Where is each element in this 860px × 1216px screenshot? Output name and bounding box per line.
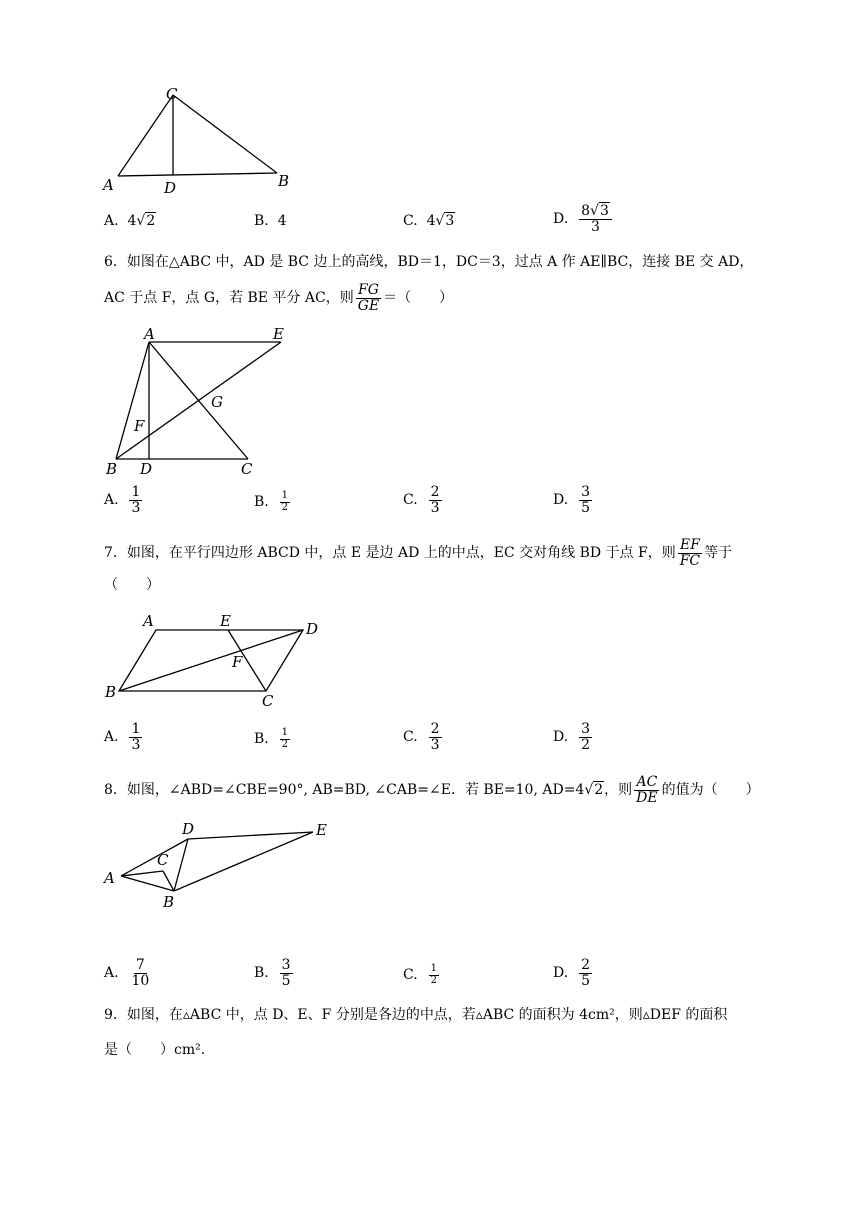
q7-option-c[interactable]: C. $\frac{2}{3}$ (403, 721, 440, 753)
q7-figure (100, 608, 330, 713)
q6-label-a: A (144, 325, 155, 343)
q6-label-f: F (134, 417, 145, 435)
q6-text-line1: 6．如图在△ABC 中，AD 是 BC 边上的高线，BD＝1，DC＝3，过点 A 作 AE∥BC，连接 BE 交 AD， (104, 254, 754, 270)
q7-label-a: A (143, 612, 154, 630)
q8-option-b[interactable]: B. $\frac{3}{5}$ (254, 957, 291, 989)
q6-option-d[interactable]: D. $\frac{3}{5}$ (553, 484, 591, 516)
q6-label-e: E (273, 325, 284, 343)
q8-label-e: E (316, 821, 327, 839)
q6-ratio-fraction: $\frac{FG}{GE}$ (357, 282, 380, 314)
q7-option-b[interactable]: B. $\frac{1}{2}$ (254, 727, 289, 750)
q9-text-line2: 是（ ）cm². (104, 1042, 206, 1058)
q8-label-d: D (182, 820, 195, 838)
q6-label-b: B (106, 460, 118, 478)
q8-label-a: A (104, 869, 115, 887)
q9-text-line1: 9．如图，在▵ABC 中，点 D、E、F 分别是各边的中点，若▵ABC 的面积为 4cm²，则▵DEF 的面积 (104, 1007, 728, 1023)
q6-figure (100, 322, 300, 482)
q8-text-line: 8．如图，∠ABD=∠CBE=90°, AB=BD, ∠CAB=∠E．若 BE=10, AD=4√2，则 $\frac{AC}{DE}$ 的值为（ ） (104, 774, 760, 806)
q6-label-g: G (211, 393, 223, 411)
q6-label-d: D (140, 460, 153, 478)
q7-option-d[interactable]: D. $\frac{3}{2}$ (553, 721, 591, 753)
q6-option-b[interactable]: B. $\frac{1}{2}$ (254, 490, 289, 513)
q8-figure (100, 815, 340, 915)
q6-text-line2: AC 于点 F，点 G，若 BE 平分 AC，则 $\frac{FG}{GE}$ ＝（ ） (104, 282, 454, 314)
q5-option-d[interactable]: D. $\frac{8√3}{3}$ (553, 204, 614, 234)
q6-label-c: C (241, 460, 253, 478)
q7-label-c: C (262, 692, 274, 710)
q7-label-f: F (232, 653, 243, 671)
q7-text-line2: （ ） (104, 577, 160, 593)
q6-option-c[interactable]: C. $\frac{2}{3}$ (403, 484, 440, 516)
q7-ratio-fraction: $\frac{EF}{FC}$ (679, 537, 701, 569)
q5-label-a: A (103, 176, 114, 194)
q7-label-b: B (105, 683, 117, 701)
q8-label-c: C (157, 851, 169, 869)
q7-option-a[interactable]: A. $\frac{1}{3}$ (104, 721, 141, 753)
q7-label-d: D (306, 620, 319, 638)
q8-option-c[interactable]: C. $\frac{1}{2}$ (403, 963, 437, 986)
q6-option-a[interactable]: A. $\frac{1}{3}$ (104, 484, 141, 516)
q7-label-e: E (220, 612, 231, 630)
q5-label-c: C (166, 85, 178, 103)
q8-option-a[interactable]: A. $\frac{7}{10}$ (104, 957, 150, 989)
q5-label-b: B (278, 172, 290, 190)
q7-text-line1: 7．如图，在平行四边形 ABCD 中，点 E 是边 AD 上的中点，EC 交对角线 BD 于点 F，则 $\frac{EF}{FC}$ 等于 (104, 537, 733, 569)
q5-option-a[interactable]: A. 4√2 (104, 213, 156, 229)
q5-label-d: D (164, 179, 177, 197)
q5-triangle-figure (100, 80, 310, 200)
q8-option-d[interactable]: D. $\frac{2}{5}$ (553, 957, 591, 989)
q8-label-b: B (163, 893, 175, 911)
q5-option-b[interactable]: B. 4 (254, 213, 287, 229)
q8-ratio-fraction: $\frac{AC}{DE}$ (636, 774, 658, 806)
q5-option-c[interactable]: C. 4√3 (403, 213, 455, 229)
